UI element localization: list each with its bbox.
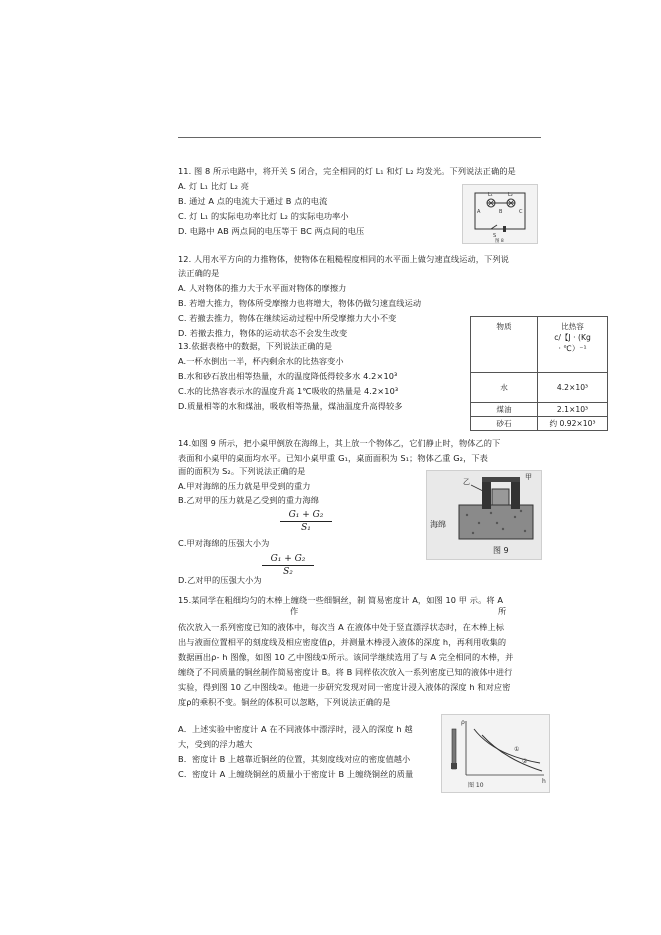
table-header-heat-line2: c/【J · (Kg <box>554 333 591 342</box>
fraction-c-denominator: S₁ <box>301 523 311 533</box>
q14-option-d: D.乙对甲的压强大小为 <box>178 575 262 585</box>
q12-stem-line2: 法正确的是 <box>178 268 220 278</box>
fig8-label-s: S <box>493 233 497 239</box>
fig9-label-jia: 甲 <box>525 473 532 481</box>
figure-9-sponge <box>426 470 542 560</box>
table-row <box>471 373 608 403</box>
table-header-heat-line3: · ℃）⁻¹ <box>558 344 587 353</box>
q13-option-d: D.质量相等的水和煤油，吸收相等热量，煤油温度升高得较多 <box>178 401 403 411</box>
fraction-d-numerator: G₁ + G₂ <box>270 554 306 564</box>
q15-line2: 依次放入一系列密度已知的液体中，每次当 A 在液体中处于竖直漂浮状态时，在木棒上标 <box>178 622 505 632</box>
fig10-caption: 图 10 <box>468 782 484 789</box>
fig9-label-sponge: 海绵 <box>430 520 446 529</box>
fig9-caption: 图 9 <box>493 546 509 555</box>
fig8-label-c: C <box>519 209 523 215</box>
figure-10-density <box>441 714 550 793</box>
q14-stem-line3: 面的面积为 S₂。下列说法正确的是 <box>178 466 306 476</box>
q14-stem-line2: 表面和小桌甲的桌面均水平。已知小桌甲重 G₁，桌面面积为 S₁；物体乙重 G₂，下表 <box>178 453 488 463</box>
fig8-caption: 图 8 <box>495 239 504 243</box>
table-cell-value: 约 0.92×10³ <box>538 417 608 431</box>
fig8-label-l1: L₁ <box>488 192 493 198</box>
fraction-c-numerator: G₁ + G₂ <box>288 510 324 520</box>
fig10-curve-1: ① <box>514 746 520 753</box>
table-header-substance: 物质 <box>471 317 538 373</box>
q15-line4: 数据画出ρ- h 图像，如图 10 乙中图线①所示。该同学继续选用了与 A 完全相同的木棒，并 <box>178 652 514 662</box>
q13-option-b: B.水和砂石放出相等热量，水的温度降低得较多水 4.2×10³ <box>178 371 398 381</box>
q12-option-b: B. 若增大推力，物体所受摩擦力也将增大，物体仍做匀速直线运动 <box>178 298 422 308</box>
fraction-d-bar <box>262 565 314 566</box>
q14-option-c: C.甲对海绵的压强大小为 <box>178 538 270 548</box>
fig10-axis-rho: ρ <box>461 719 465 726</box>
q15-line1: 15.某同学在粗细均匀的木棒上缠绕一些细铜丝，制 简易密度计 A，如图 10 甲 示。将 A <box>178 595 504 605</box>
specific-heat-table <box>470 316 608 431</box>
q15-line1-word-a: 作 <box>290 606 299 616</box>
q14-stem-line1: 14.如图 9 所示，把小桌甲倒放在海绵上，其上放一个物体乙，它们静止时，物体乙的下 <box>178 438 501 448</box>
q14-fraction-d <box>262 554 314 577</box>
q15-line1-word-b: 所 <box>498 606 507 616</box>
q11-option-b: B. 通过 A 点的电流大于通过 B 点的电流 <box>178 196 328 206</box>
fig9-label-yi: 乙 <box>463 478 470 486</box>
q15-line3: 出与液面位置相平的刻度线及相应密度值ρ，并测量木棒浸入液体的深度 h，再利用收集的 <box>178 637 507 647</box>
q11-option-c: C. 灯 L₁ 的实际电功率比灯 L₂ 的实际电功率小 <box>178 211 349 221</box>
q12-stem-line1: 12. 人用水平方向的力推物体，使物体在粗糙程度相同的水平面上做匀速直线运动，下列说 <box>178 254 509 264</box>
density-diagram <box>442 715 549 792</box>
table-cell-substance: 煤油 <box>471 403 538 417</box>
header-rule <box>178 137 541 138</box>
figure-8-circuit <box>462 184 538 244</box>
table-header-heat-line1: 比热容 <box>561 322 584 331</box>
q11-stem: 11. 图 8 所示电路中，将开关 S 闭合，完全相同的灯 L₁ 和灯 L₂ 均发光。下列说法正确的是 <box>178 166 516 176</box>
fig10-curve-2: ② <box>522 758 528 765</box>
table-cell-value: 2.1×10³ <box>538 403 608 417</box>
q15-option-a-line2: 大，受到的浮力越大 <box>178 739 253 749</box>
fig8-label-a: A <box>477 209 481 215</box>
q13-option-c: C.水的比热容表示水的温度升高 1℃吸收的热量是 4.2×10³ <box>178 386 399 396</box>
q15-option-a-line1: A．上述实验中密度计 A 在不同液体中漂浮时，浸入的深度 h 越 <box>178 724 413 734</box>
q13-stem: 13.依据表格中的数据，下列说法正确的是 <box>178 341 333 351</box>
fraction-c-bar <box>280 521 332 522</box>
table-cell-substance: 水 <box>471 373 538 403</box>
circuit-diagram <box>463 185 537 243</box>
fig10-axis-h: h <box>542 778 546 785</box>
q14-fraction-c <box>280 510 332 533</box>
table-cell-substance: 砂石 <box>471 417 538 431</box>
table-header-heat <box>538 317 608 373</box>
q12-option-a: A. 人对物体的推力大于水平面对物体的摩擦力 <box>178 283 347 293</box>
q13-option-a: A.一杯水倒出一半，杯内剩余水的比热容变小 <box>178 356 344 366</box>
q15-line7: 度ρ的乘积不变。铜丝的体积可以忽略，下列说法正确的是 <box>178 697 391 707</box>
q11-option-a: A. 灯 L₁ 比灯 L₂ 亮 <box>178 181 250 191</box>
q11-option-d: D. 电路中 AB 两点间的电压等于 BC 两点间的电压 <box>178 226 365 236</box>
q12-option-c: C. 若撤去推力，物体在继续运动过程中所受摩擦力大小不变 <box>178 313 397 323</box>
q15-option-b: B．密度计 B 上越靠近铜丝的位置，其刻度线对应的密度值越小 <box>178 754 411 764</box>
table-cell-value: 4.2×10³ <box>538 373 608 403</box>
fig8-label-b: B <box>499 209 503 215</box>
q15-line5: 缠绕了不同质量的铜丝制作简易密度计 B。将 B 同样依次放入一系列密度已知的液体中进行 <box>178 667 513 677</box>
sponge-diagram <box>427 471 541 559</box>
q14-option-b: B.乙对甲的压力就是乙受到的重力海绵 <box>178 495 320 505</box>
table-row <box>471 417 608 431</box>
q14-option-a: A.甲对海绵的压力就是甲受到的重力 <box>178 481 311 491</box>
fraction-d-denominator: S₂ <box>283 567 293 577</box>
q12-option-d: D. 若撤去推力，物体的运动状态不会发生改变 <box>178 328 348 338</box>
table-row <box>471 403 608 417</box>
q15-option-c: C．密度计 A 上缠绕铜丝的质量小于密度计 B 上缠绕铜丝的质量 <box>178 769 414 779</box>
q15-line6: 实验，得到图 10 乙中图线②。他进一步研究发现对同一密度计浸入液体的深度 h 和对应密 <box>178 682 511 692</box>
fig8-label-l2: L₂ <box>508 192 513 198</box>
